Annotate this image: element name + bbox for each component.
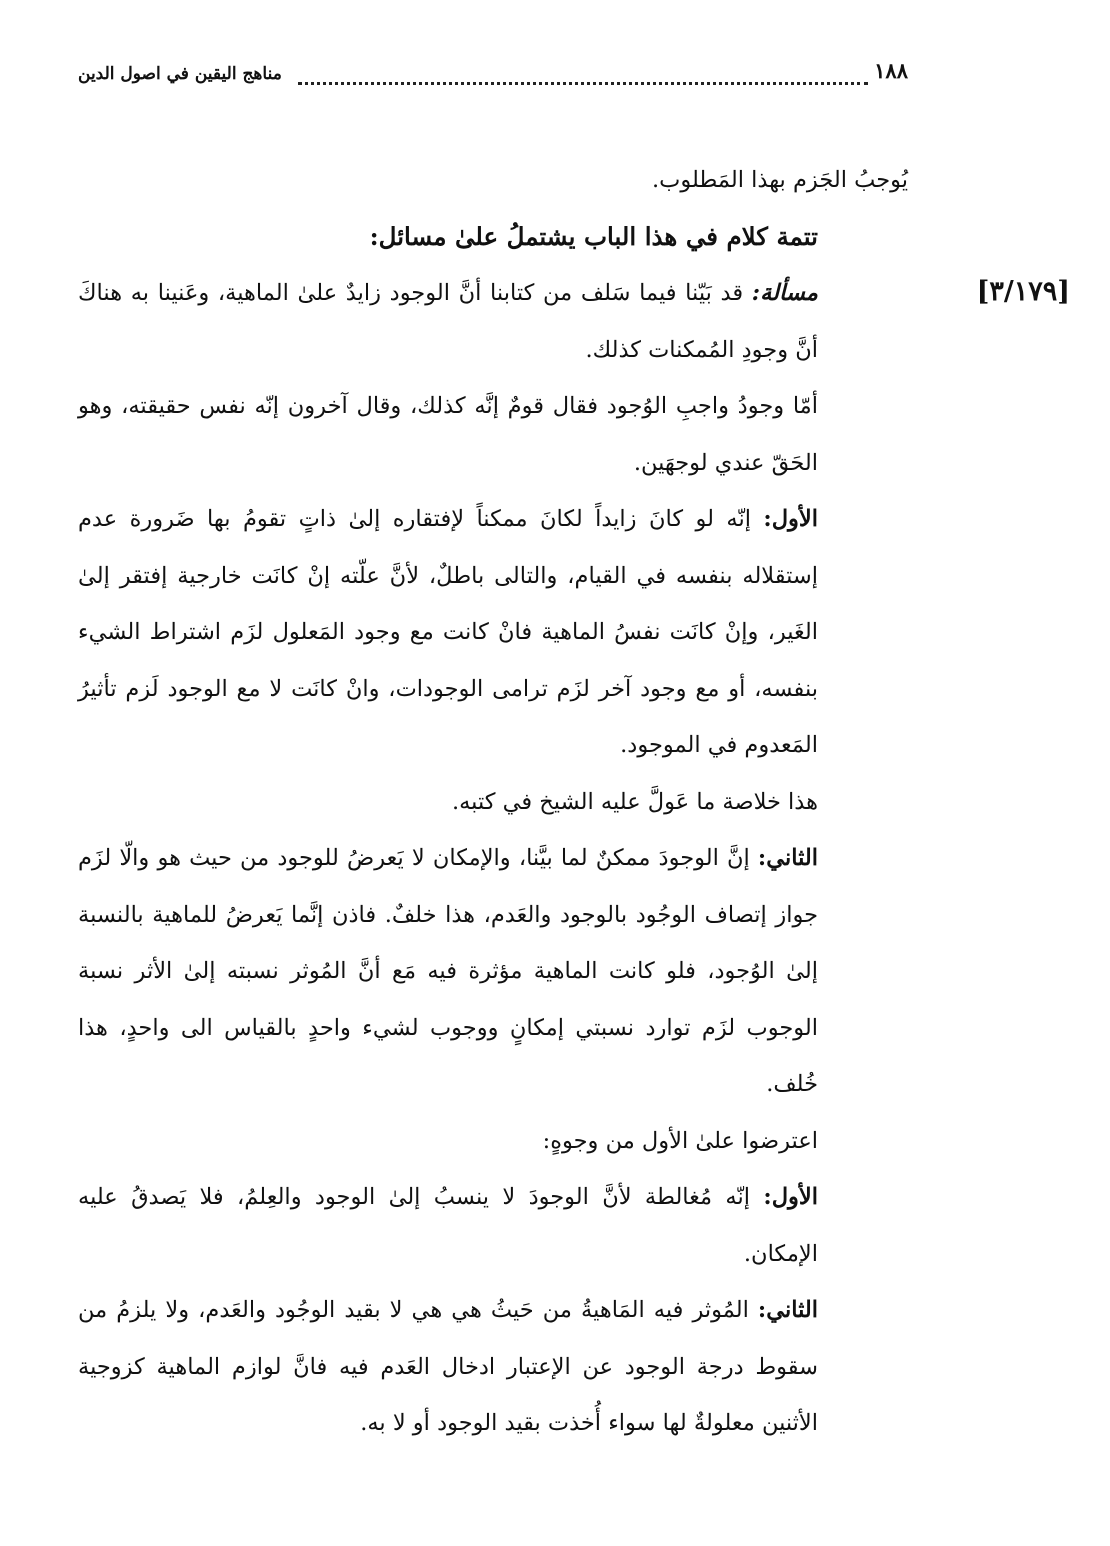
header-dot-leader bbox=[298, 68, 868, 85]
paragraph-masala bbox=[78, 265, 908, 378]
running-title: مناهج اليقين في اصول الدين bbox=[78, 64, 282, 84]
paragraph-text: إنّه مُغالطة لأنَّ الوجودَ لا ينسبُ إلىٰ الوجود والعِلمُ، فلا يَصدقُ عليه الإمكان. bbox=[78, 1184, 818, 1267]
paragraph-text: قد بَيّنا فيما سَلف من كتابنا أنَّ الوجود زايدٌ علىٰ الماهية، وعَنينا به هناكَ أنَّ وجودِ المُمكنات كذلك. bbox=[78, 280, 818, 363]
main-text bbox=[78, 152, 908, 1452]
paragraph-text: إنَّ الوجودَ ممكنٌ لما بيَّنا، والإمكان لا يَعرضُ للوجود من حيث هو والّا لزَم جواز إتصاف الوجُود بالوجود والعَدم، هذا خلفٌ. فاذن إنَّما يَعرضُ للماهية بالنسبة إلىٰ الوُجود، فلو كانت الماهية مؤثرة فيه مَع أنَّ المُوثر نسبته إلىٰ الأثر نسبة الوجوب لزَم توارد نسبتي إمكانٍ ووجوب لشيء واحدٍ بالقياس الى واحدٍ، هذا خُلف. bbox=[78, 845, 818, 1097]
paragraph-lead: الأول: bbox=[763, 506, 818, 532]
paragraph-lead: الأول: bbox=[763, 1184, 818, 1210]
running-header bbox=[78, 58, 908, 94]
paragraph-text: اعترضوا علىٰ الأول من وجوهٍ: bbox=[542, 1127, 818, 1154]
paragraph-first-argument bbox=[78, 491, 908, 774]
paragraph bbox=[78, 1113, 908, 1170]
margin-reference: [٣/١٧٩] bbox=[976, 276, 1070, 307]
paragraph-opening-line bbox=[78, 152, 908, 209]
paragraph-objection-first bbox=[78, 1169, 908, 1282]
paragraph-lead: الثاني: bbox=[757, 1297, 818, 1323]
page-number: ١٨٨ bbox=[874, 58, 908, 83]
section-heading-text: تتمة كلام في هذا الباب يشتملُ علىٰ مسائل: bbox=[369, 221, 818, 251]
paragraph-objection-second bbox=[78, 1282, 908, 1452]
paragraph-lead: الثاني: bbox=[757, 845, 818, 871]
paragraph-text: المُوثر فيه المَاهيةُ من حَيثُ هي هي لا بقيد الوجُود والعَدم، ولا يلزمُ من سقوط درجة الوجود عن الإعتبار ادخال العَدم فيه فانَّ لوازم الماهية كزوجية الأثنين معلولةٌ لها سواء أُخذت بقيد الوجود أو لا به. bbox=[78, 1297, 818, 1436]
paragraph bbox=[78, 378, 908, 491]
paragraph-text: أمّا وجودُ واجبِ الوُجود فقال قومٌ إنَّه كذلك، وقال آخرون إنّه نفس حقيقته، وهو الحَقّ عندي لوجهَين. bbox=[78, 393, 818, 476]
paragraph-text: هذا خلاصة ما عَولَّ عليه الشيخ في كتبه. bbox=[451, 788, 818, 815]
paragraph-lead: مسألة: bbox=[751, 280, 818, 306]
section-heading bbox=[78, 209, 908, 266]
paragraph-text: إنّه لو كانَ زايداً لكانَ ممكناً لإفتقاره إلىٰ ذاتٍ تقومُ بها ضَرورة عدم إستقلاله بنفسه في القيام، والتالى باطلٌ، لأنَّ علّته إنْ كانَت خارجية إفتقر إلىٰ الغَير، وإنْ كانَت نفسُ الماهية فانْ كانت مع وجود المَعلول لزَم اشتراط الشيء بنفسه، أو مع وجود آخر لزَم ترامى الوجودات، وانْ كانَت لا مع الوجود لَزم تأثيرُ المَعدوم في الموجود. bbox=[78, 506, 818, 758]
paragraph bbox=[78, 774, 908, 831]
paragraph-second-argument bbox=[78, 830, 908, 1113]
paragraph-text: يُوجبُ الجَزم بهذا المَطلوب. bbox=[652, 167, 908, 193]
